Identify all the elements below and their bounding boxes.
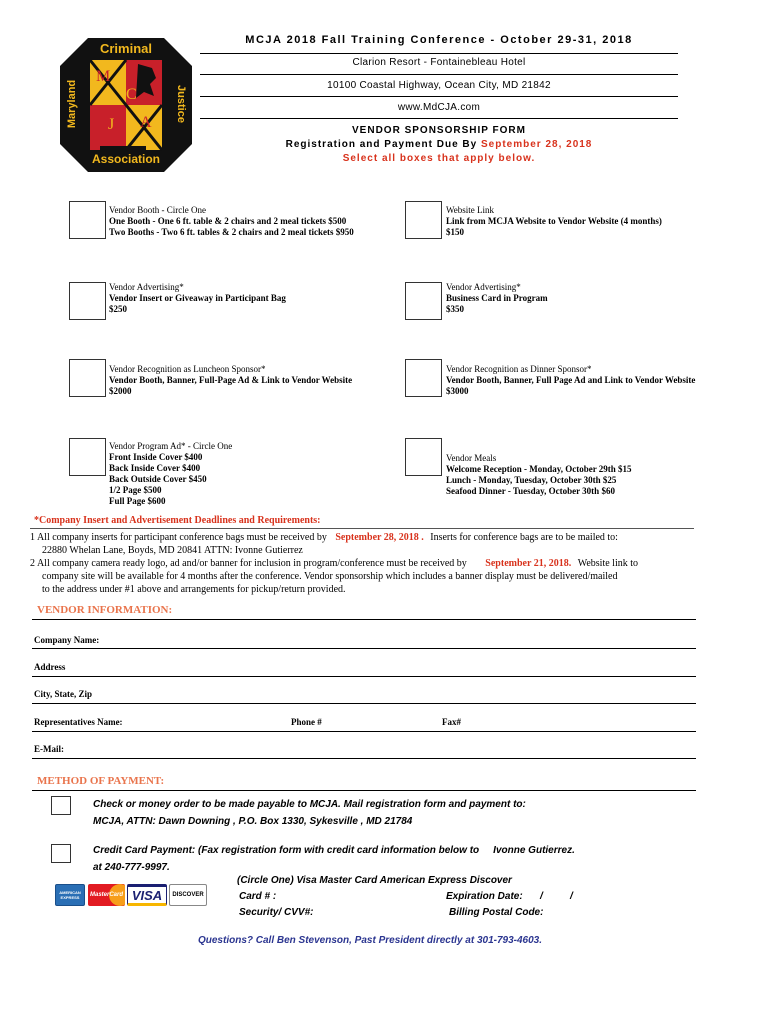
discover-logo-text: DISCOVER (172, 892, 204, 898)
deadline-item-1 (30, 531, 730, 544)
logo-left-text: Maryland (66, 79, 78, 129)
due-line (200, 139, 678, 150)
company-name-field[interactable] (32, 648, 696, 649)
logo-bottom-text: Association (91, 152, 160, 166)
divider (200, 118, 678, 119)
deadline-item-2-cont: company site will be available for 4 months after the conference. Vendor sponsorship which includes a banner display must be delivered/mailed (42, 571, 618, 582)
option-label: Vendor Advertising* (109, 282, 184, 292)
option-line: Vendor Insert or Giveaway in Participant Bag (109, 293, 286, 303)
option-program-ad (109, 441, 399, 507)
option-line: Seafood Dinner - Tuesday, October 30th $60 (446, 486, 615, 496)
due-date: September 28, 2018 (480, 139, 593, 150)
logo-letter-a: A (140, 114, 152, 131)
address-label: Address (34, 662, 66, 672)
checkbox-credit-card[interactable] (51, 844, 71, 863)
option-label: Website Link (446, 205, 495, 215)
cc-line-1 (93, 842, 653, 859)
discover-logo (169, 884, 207, 906)
security-label: Security/ CVV#: (239, 907, 314, 918)
checkbox-check-payment[interactable] (51, 796, 71, 815)
option-business-card (446, 282, 736, 315)
option-line: Vendor Booth, Banner, Full Page Ad and Link to Vendor Website (446, 375, 696, 385)
divider (200, 53, 678, 54)
deadline-text: Inserts for conference bags are to be mailed to: (430, 532, 618, 543)
checkbox-vendor-booth[interactable] (69, 201, 106, 239)
representative-label: Representatives Name: (34, 717, 123, 727)
divider (30, 528, 694, 529)
divider (32, 790, 696, 791)
visa-logo (127, 884, 167, 906)
deadline-date: September 28, 2018 . (335, 532, 424, 543)
option-line: 1/2 Page $500 (109, 485, 162, 495)
checkbox-luncheon-sponsor[interactable] (69, 359, 106, 397)
website: www.MdCJA.com (397, 102, 481, 113)
divider (32, 619, 696, 620)
mastercard-logo (88, 884, 125, 906)
option-vendor-insert (109, 282, 399, 315)
due-label: Registration and Payment Due By (285, 139, 478, 150)
check-payment-text (93, 796, 613, 830)
option-line: $3000 (446, 386, 469, 396)
deadline-item-2 (30, 557, 750, 570)
option-website-link (446, 205, 736, 238)
phone-label: Phone # (291, 717, 322, 727)
check-line-2: MCJA, ATTN: Dawn Downing , P.O. Box 1330, Sykesville , MD 21784 (93, 816, 413, 827)
email-label: E-Mail: (34, 744, 64, 754)
option-label: Vendor Program Ad* - Circle One (109, 441, 233, 451)
venue-name: Clarion Resort - Fontainebleau Hotel (352, 57, 526, 68)
divider (200, 96, 678, 97)
city-state-zip-field[interactable] (32, 703, 696, 704)
logo-letter-c: C (126, 86, 137, 103)
mcja-logo (60, 38, 192, 172)
deadline-item-2-cont: to the address under #1 above and arrangements for pickup/return provided. (42, 584, 346, 595)
checkbox-dinner-sponsor[interactable] (405, 359, 442, 397)
deadlines-heading: *Company Insert and Advertisement Deadlines and Requirements: (34, 515, 321, 526)
billing-postal-label: Billing Postal Code: (449, 907, 544, 918)
option-line: Full Page $600 (109, 496, 166, 506)
option-line: Business Card in Program (446, 293, 548, 303)
logo-top-text: Criminal (99, 41, 152, 56)
checkbox-vendor-meals[interactable] (405, 438, 442, 476)
expiration-slash: / (540, 891, 543, 902)
email-field[interactable] (32, 758, 696, 759)
amex-logo (55, 884, 85, 906)
logo-letter-m: M (96, 68, 111, 85)
logo-right-text: Justice (175, 85, 187, 123)
option-label: Vendor Meals (446, 453, 497, 463)
visa-logo-text: VISA (131, 887, 163, 903)
checkbox-program-ad[interactable] (69, 438, 106, 476)
checkbox-business-card[interactable] (405, 282, 442, 320)
payment-heading: METHOD OF PAYMENT: (37, 775, 165, 787)
amex-logo-text: AMERICAN EXPRESS (59, 890, 81, 900)
divider (200, 74, 678, 75)
option-line: $250 (109, 304, 127, 314)
option-line: Vendor Booth, Banner, Full-Page Ad & Link to Vendor Website (109, 375, 353, 385)
deadline-text: 2 All company camera ready logo, ad and/or banner for inclusion in program/conference must be received by (30, 558, 467, 569)
option-line: Front Inside Cover $400 (109, 452, 203, 462)
option-vendor-booth (109, 205, 399, 238)
option-line: $2000 (109, 386, 132, 396)
form-title: VENDOR SPONSORSHIP FORM (352, 125, 526, 136)
cc-instruction: Credit Card Payment: (Fax registration form with credit card information below to (93, 845, 480, 856)
deadline-date: September 21, 2018. (485, 558, 572, 569)
option-label: Vendor Booth - Circle One (109, 205, 206, 215)
vendor-info-heading: VENDOR INFORMATION: (37, 604, 173, 616)
mastercard-logo-text: MasterCard (89, 892, 123, 898)
expiration-slash: / (570, 891, 573, 902)
cc-line-2: at 240-777-9997. (93, 862, 170, 873)
deadline-text: Website link to (577, 558, 639, 569)
option-line: Welcome Reception - Monday, October 29th $15 (446, 464, 632, 474)
questions-contact: Questions? Call Ben Stevenson, Past President directly at 301-793-4603. (197, 935, 543, 946)
conference-title: MCJA 2018 Fall Training Conference - October 29-31, 2018 (245, 34, 633, 46)
option-line: Link from MCJA Website to Vendor Website (4 months) (446, 216, 662, 226)
option-line: Back Outside Cover $450 (109, 474, 207, 484)
address-field[interactable] (32, 676, 696, 677)
option-vendor-meals (446, 453, 746, 497)
option-dinner-sponsor (446, 364, 746, 397)
expiration-label: Expiration Date: (446, 891, 523, 902)
option-line: $150 (446, 227, 464, 237)
instruction: Select all boxes that apply below. (342, 153, 536, 164)
option-line: Lunch - Monday, Tuesday, October 30th $25 (446, 475, 617, 485)
representative-phone-fax-field[interactable] (32, 731, 696, 732)
option-label: Vendor Recognition as Luncheon Sponsor* (109, 364, 266, 374)
option-line: $350 (446, 304, 464, 314)
card-type-options: (Circle One) Visa Master Card American Express Discover (237, 875, 512, 886)
option-luncheon-sponsor (109, 364, 399, 397)
city-state-zip-label: City, State, Zip (34, 689, 93, 699)
checkbox-website-link[interactable] (405, 201, 442, 239)
company-name-label: Company Name: (34, 635, 100, 645)
check-line-1: Check or money order to be made payable to MCJA. Mail registration form and payment to: (93, 799, 526, 810)
option-line: Back Inside Cover $400 (109, 463, 201, 473)
option-label: Vendor Advertising* (446, 282, 521, 292)
logo-letter-j: J (108, 116, 115, 133)
card-number-label: Card # : (239, 891, 277, 902)
deadline-item-1-address: 22880 Whelan Lane, Boyds, MD 20841 ATTN: Ivonne Gutierrez (42, 545, 303, 556)
venue-address: 10100 Coastal Highway, Ocean City, MD 21842 (327, 80, 551, 91)
deadline-text: 1 All company inserts for participant conference bags must be received by (30, 532, 327, 543)
fax-label: Fax# (442, 717, 461, 727)
credit-card-text (93, 842, 653, 876)
option-line: One Booth - One 6 ft. table & 2 chairs and 2 meal tickets $500 (109, 216, 347, 226)
cc-contact-name: Ivonne Gutierrez. (493, 845, 575, 856)
checkbox-vendor-insert[interactable] (69, 282, 106, 320)
option-label: Vendor Recognition as Dinner Sponsor* (446, 364, 592, 374)
option-line: Two Booths - Two 6 ft. tables & 2 chairs and 2 meal tickets $950 (109, 227, 354, 237)
